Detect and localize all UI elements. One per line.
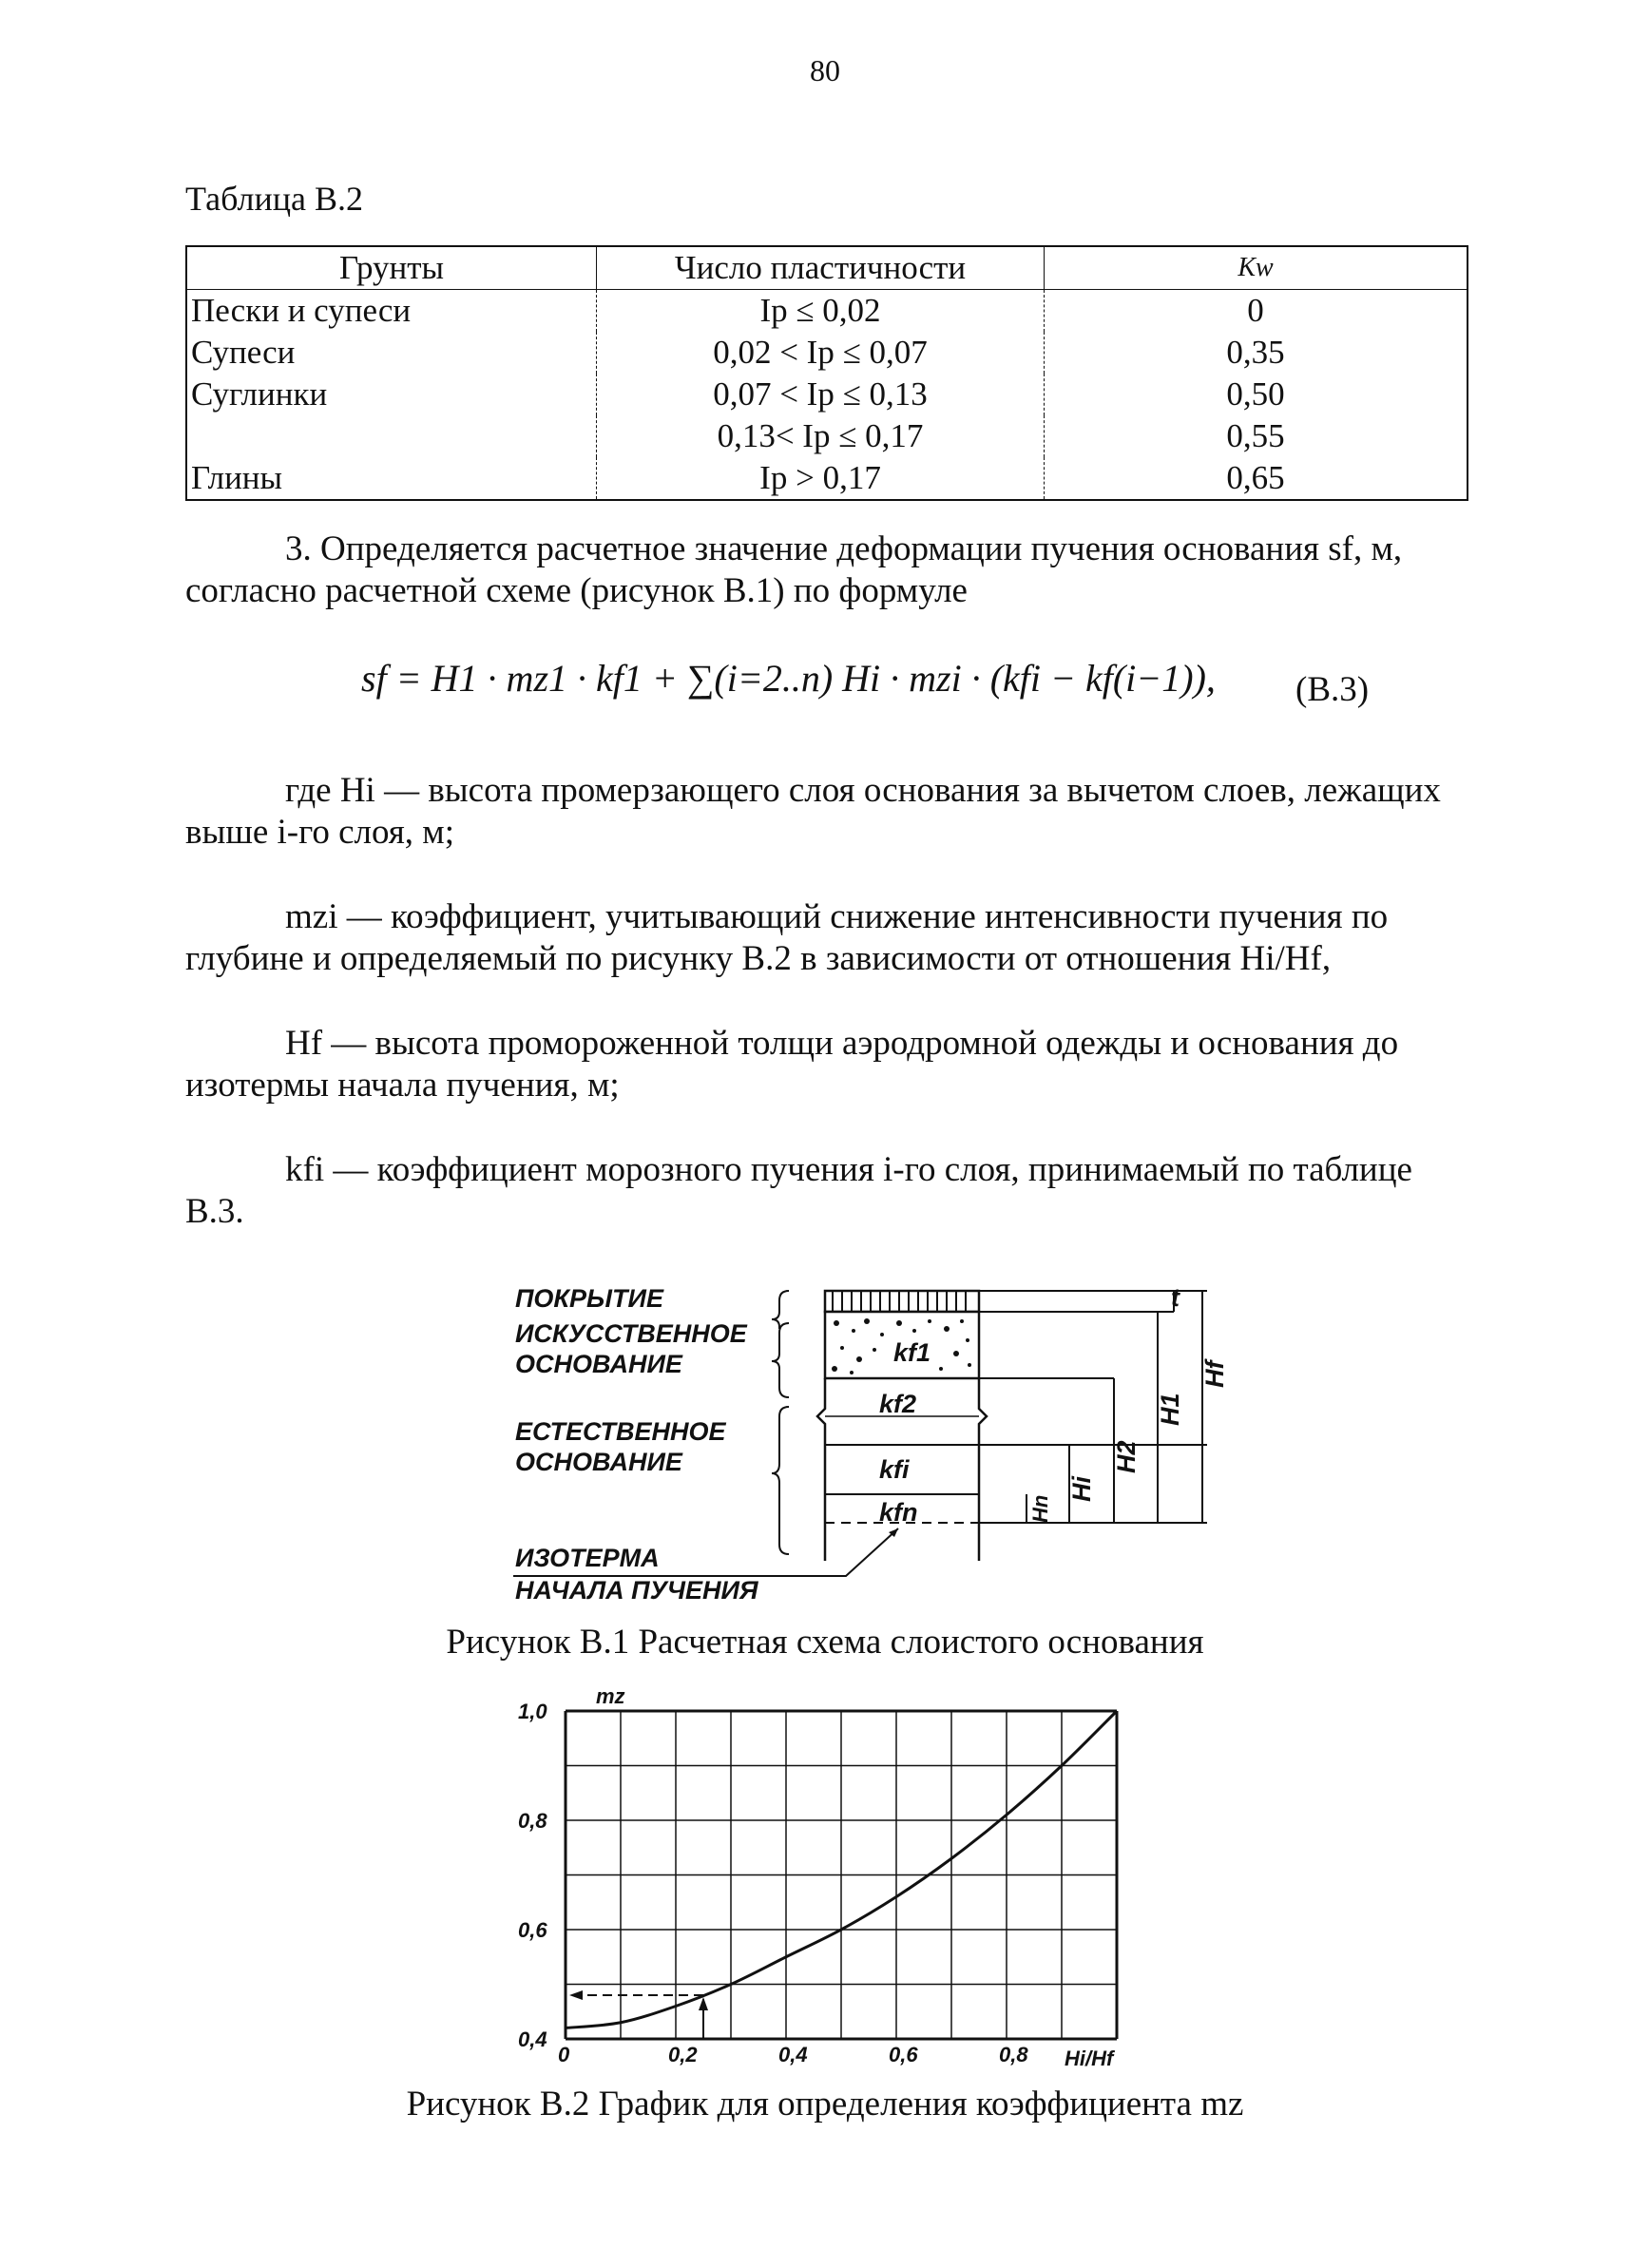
label-H2: H2: [1112, 1440, 1141, 1473]
label-isotherm-2: НАЧАЛА ПУЧЕНИЯ: [515, 1576, 758, 1605]
table-row: [186, 290, 1468, 333]
label-kfi: kfi: [879, 1455, 910, 1484]
cell-kw: 0,55: [1045, 415, 1468, 457]
cell-kw: 0,50: [1045, 374, 1468, 415]
chart-xlabel: Hi/Hf: [1065, 2047, 1114, 2070]
label-coating: ПОКРЫТИЕ: [515, 1284, 663, 1313]
table-row: [186, 332, 1468, 374]
table-row: [186, 374, 1468, 415]
natural-left-edge: [817, 1378, 825, 1561]
layered-base-diagram: [475, 1274, 1229, 1616]
label-artificial-2: ОСНОВАНИЕ: [515, 1350, 682, 1378]
cell-kw: 0: [1045, 290, 1468, 333]
brace-artificial: [772, 1323, 789, 1397]
cell-plasticity: Ip ≤ 0,02: [597, 290, 1045, 333]
coating-hatch: [833, 1291, 966, 1312]
label-artificial-1: ИСКУССТВЕННОЕ: [515, 1319, 747, 1348]
cell-plasticity: 0,02 < Ip ≤ 0,07: [597, 332, 1045, 374]
label-natural-1: ЕСТЕСТВЕННОЕ: [515, 1417, 726, 1446]
x-tick-label: 0: [558, 2043, 570, 2066]
cell-soil: [186, 415, 597, 457]
x-tick-label: 0,4: [778, 2043, 808, 2066]
y-tick-label: 0,8: [518, 1809, 547, 1833]
label-natural-2: ОСНОВАНИЕ: [515, 1448, 682, 1476]
cell-kw: 0,65: [1045, 457, 1468, 500]
cell-soil: Пески и супеси: [186, 290, 597, 333]
label-t: t: [1171, 1283, 1180, 1312]
soil-table: [185, 245, 1468, 501]
paragraph-hi: где Hi — высота промерзающего слоя основания за вычетом слоев, лежащих выше i-го слоя, м;: [185, 771, 1441, 852]
x-tick-label: 0,8: [999, 2043, 1028, 2066]
label-H1: H1: [1156, 1393, 1184, 1426]
page-number: 80: [810, 53, 840, 87]
y-tick-label: 1,0: [518, 1700, 547, 1723]
cell-soil: Супеси: [186, 332, 597, 374]
label-kf2: kf2: [879, 1390, 917, 1418]
lookup-arrow-up: [699, 1997, 708, 2010]
header-kw: Kw: [1045, 246, 1468, 290]
figure1-caption: Рисунок В.1 Расчетная схема слоистого основания: [446, 1623, 1204, 1662]
label-Hn: Hn: [1028, 1494, 1052, 1523]
table-caption: Таблица В.2: [185, 180, 363, 218]
cell-plasticity: 0,07 < Ip ≤ 0,13: [597, 374, 1045, 415]
paragraph-mzi: mzi — коэффициент, учитывающий снижение интенсивности пучения по глубине и определяемый по рисунку В.2 в зависимости от отношения Hi/Hf,: [185, 897, 1389, 978]
natural-right-edge: [979, 1378, 987, 1561]
table-row: [186, 457, 1468, 500]
cell-plasticity: 0,13< Ip ≤ 0,17: [597, 415, 1045, 457]
table-header-row: [186, 246, 1468, 290]
label-isotherm-1: ИЗОТЕРМА: [515, 1544, 660, 1572]
figure2-caption: Рисунок В.2 График для определения коэффициента mz: [406, 2085, 1244, 2124]
mz-chart: [504, 1682, 1188, 2070]
label-Hi: Hi: [1067, 1476, 1096, 1502]
example-lookup: [569, 1990, 708, 2039]
table-row: [186, 415, 1468, 457]
cell-soil: Глины: [186, 457, 597, 500]
y-tick-label: 0,6: [518, 1918, 547, 1942]
cell-soil: Суглинки: [186, 374, 597, 415]
label-kfn: kfn: [879, 1498, 918, 1527]
lookup-arrow-left: [569, 1990, 583, 2000]
chart-grid: [566, 1711, 1117, 2039]
paragraph-intro: 3. Определяется расчетное значение деформации пучения основания sf, м, согласно расчетной схеме (рисунок В.1) по формуле: [185, 529, 1403, 610]
header-plasticity: Число пластичности: [597, 246, 1045, 290]
chart-ylabel: mz: [596, 1684, 625, 1708]
cell-plasticity: Ip > 0,17: [597, 457, 1045, 500]
x-tick-label: 0,2: [668, 2043, 698, 2066]
paragraph-hf: Hf — высота промороженной толщи аэродромной одежды и основания до изотермы начала пучения, м;: [185, 1024, 1399, 1105]
formula-number: (В.3): [1295, 670, 1370, 709]
brace-natural: [772, 1407, 789, 1554]
paragraph-kfi: kfi — коэффициент морозного пучения i-го слоя, принимаемый по таблице В.3.: [185, 1150, 1412, 1231]
y-tick-label: 0,4: [518, 2028, 547, 2051]
header-soils: Грунты: [186, 246, 597, 290]
cell-kw: 0,35: [1045, 332, 1468, 374]
label-kf1: kf1: [893, 1338, 931, 1367]
x-tick-label: 0,6: [889, 2043, 918, 2066]
label-Hf: Hf: [1200, 1360, 1229, 1388]
formula: sf = H1 · mz1 · kf1 + ∑(i=2..n) Hi · mzi · (kfi − kf(i−1)),: [361, 657, 1216, 700]
